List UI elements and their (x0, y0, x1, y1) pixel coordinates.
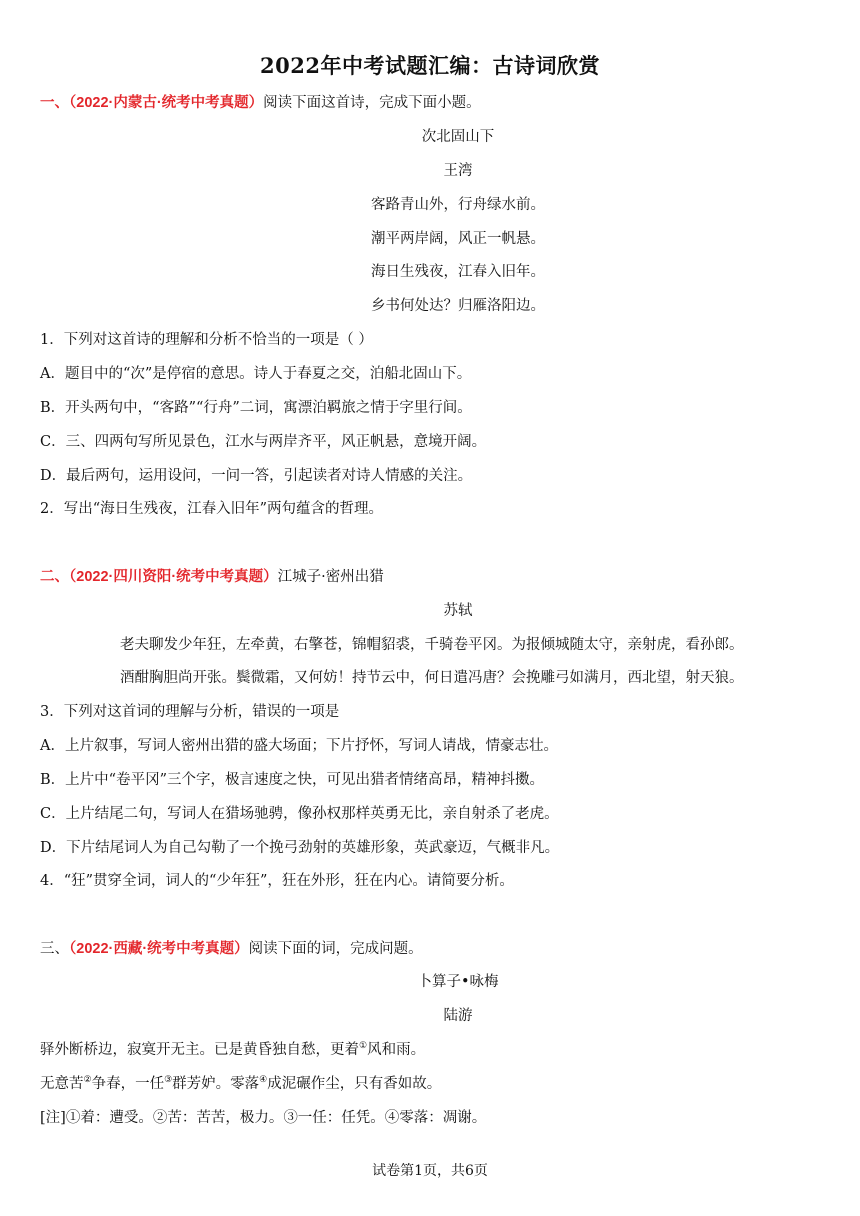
question-1-option-b: B．开头两句中，“客路”“行舟”二词，寓漂泊羁旅之情于字里行间。 (40, 400, 472, 416)
footnote-marker: ② (83, 1075, 92, 1086)
poem-3-text: 争春，一任 (91, 1076, 165, 1092)
poem-3-text: 成泥碾作尘，只有香如故。 (267, 1076, 442, 1092)
question-3-option-d: D．下片结尾词人为自己勾勒了一个挽弓劲射的英雄形象，英武豪迈，气概非凡。 (40, 840, 560, 856)
poem-3-line-2 (40, 1074, 441, 1094)
section-1-intro: 阅读下面这首诗，完成下面小题。 (263, 95, 481, 111)
footnote-marker: ① (359, 1041, 368, 1052)
poem-1-line: 乡书何处达？归雁洛阳边。 (371, 298, 545, 314)
poem-1-line: 客路青山外，行舟绿水前。 (371, 197, 545, 213)
poem-1-line: 潮平两岸阔，风正一帆悬。 (371, 231, 545, 247)
poem-1-author: 王湾 (443, 163, 473, 179)
section-3-heading (40, 939, 423, 959)
section-1-number: 一、 (40, 95, 69, 111)
footnote-marker: ③ (164, 1075, 173, 1086)
footnote-marker: ④ (259, 1075, 268, 1086)
poem-3-text: 风和雨。 (367, 1042, 426, 1058)
section-3-source: （2022·西藏·统考中考真题） (69, 941, 249, 957)
section-2-heading (40, 567, 384, 587)
poem-3-title: 卜算子•咏梅 (417, 974, 499, 990)
poem-2-line: 老夫聊发少年狂，左牵黄，右擎苍，锦帽貂裘，千骑卷平冈。为报倾城随太守，亲射虎，看孙郎。 (120, 637, 744, 653)
section-1-heading (40, 93, 481, 113)
section-2-number: 二、 (40, 569, 69, 585)
section-2-source: （2022·四川资阳·统考中考真题） (69, 569, 278, 585)
poem-3-text: 驿外断桥边，寂寞开无主。已是黄昏独自愁，更着 (40, 1042, 359, 1058)
section-3-intro: 阅读下面的词，完成问题。 (248, 941, 423, 957)
poem-3-text: 无意苦 (40, 1076, 84, 1092)
poem-2-author: 苏轼 (443, 603, 473, 619)
section-1-source: （2022·内蒙古·统考中考真题） (69, 95, 264, 111)
section-2-intro: 江城子·密州出猎 (277, 569, 384, 585)
question-3-option-c: C．上片结尾二句，写词人在猎场驰骋，像孙权那样英勇无比，亲自射杀了老虎。 (40, 806, 559, 822)
question-1: 1．下列对这首诗的理解和分析不恰当的一项是（ ） (40, 332, 373, 348)
question-2: 2．写出“海日生残夜，江春入旧年”两句蕴含的哲理。 (40, 501, 384, 517)
question-3-option-b: B．上片中“卷平冈”三个字，极言速度之快，可见出猎者情绪高昂，精神抖擞。 (40, 772, 544, 788)
question-3: 3．下列对这首词的理解与分析，错误的一项是 (40, 704, 340, 720)
poem-3-text: 群芳妒。零落 (172, 1076, 260, 1092)
question-1-option-a: A．题目中的“次”是停宿的意思。诗人于春夏之交，泊船北固山下。 (40, 366, 472, 382)
page-title: 2022年中考试题汇编：古诗词欣赏 (260, 53, 600, 78)
poem-3-author: 陆游 (443, 1008, 473, 1024)
question-1-option-c: C．三、四两句写所见景色，江水与两岸齐平，风正帆悬，意境开阔。 (40, 434, 487, 450)
section-3-number: 三、 (40, 941, 69, 957)
poem-1-line: 海日生残夜，江春入旧年。 (371, 264, 545, 280)
question-3-option-a: A．上片叙事，写词人密州出猎的盛大场面；下片抒怀，写词人请战，情豪志壮。 (40, 738, 558, 754)
question-4: 4．“狂”贯穿全词，词人的“少年狂”，狂在外形，狂在内心。请简要分析。 (40, 873, 514, 889)
poem-1-title: 次北固山下 (421, 129, 495, 145)
poem-3-notes: [注]①着：遭受。②苦：苦苦，极力。③一任：任凭。④零落：凋谢。 (40, 1110, 487, 1126)
page-footer: 试卷第1页，共6页 (372, 1163, 488, 1179)
poem-2-line: 酒酣胸胆尚开张。鬓微霜，又何妨！持节云中，何日遣冯唐？会挽雕弓如满月，西北望，射天狼。 (120, 670, 744, 686)
poem-3-line-1 (40, 1040, 425, 1060)
question-1-option-d: D．最后两句，运用设问，一问一答，引起读者对诗人情感的关注。 (40, 468, 473, 484)
